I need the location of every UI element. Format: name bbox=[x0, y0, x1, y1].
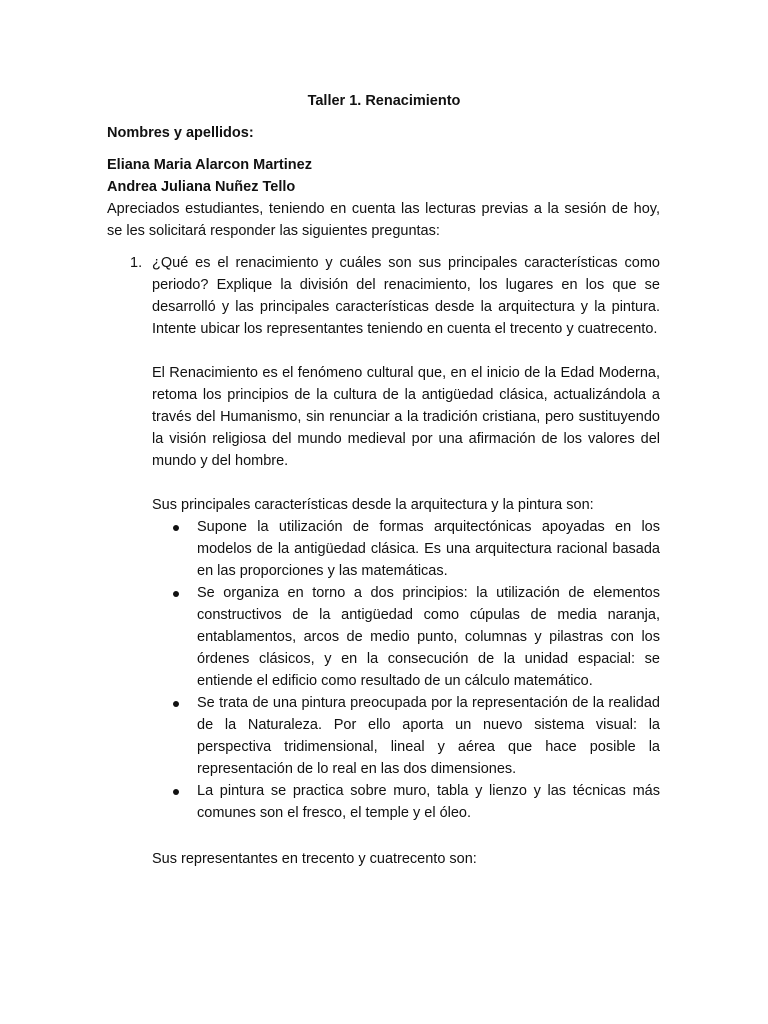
feature-text: Supone la utilización de formas arquitectónicas apoyadas en los modelos de la antigüedad clásica. Es una arquitectura racional basada en las proporciones y las matemáticas. bbox=[197, 519, 660, 579]
student-name-2: Andrea Juliana Nuñez Tello bbox=[107, 179, 296, 195]
list-item bbox=[152, 692, 660, 780]
features-intro: Sus principales características desde la arquitectura y la pintura son: bbox=[152, 497, 594, 513]
question-text: ¿Qué es el renacimiento y cuáles son sus principales características como periodo? Explique la división del renacimiento, los lugares en los que se desarrolló y las principales características desde la arquitectura y la pintura. Intente ubicar los representantes teniendo en cuenta el trecento y cuatrecento. bbox=[152, 255, 660, 337]
student-name-1: Eliana Maria Alarcon Martinez bbox=[107, 157, 312, 173]
answer-paragraph: El Renacimiento es el fenómeno cultural que, en el inicio de la Edad Moderna, retoma los principios de la cultura de la antigüedad clásica, actualizándola a través del Humanismo, sin renunciar a la tradición cristiana, pero sustituyendo la visión religiosa del mundo medieval por una afirmación de los valores del mundo y del hombre. bbox=[152, 365, 660, 469]
representatives-intro: Sus representantes en trecento y cuatrecento son: bbox=[152, 851, 477, 867]
intro-paragraph: Apreciados estudiantes, teniendo en cuenta las lecturas previas a la sesión de hoy, se les solicitará responder las siguientes preguntas: bbox=[107, 201, 660, 239]
bullet-icon bbox=[173, 525, 179, 531]
bullet-icon bbox=[173, 789, 179, 795]
feature-text: Se trata de una pintura preocupada por la representación de la realidad de la Naturaleza. Por ello aporta un nuevo sistema visual: la perspectiva tridimensional, lineal y aérea que hace posible la representación de lo real en las dos dimensiones. bbox=[197, 695, 660, 777]
list-item bbox=[152, 780, 660, 824]
list-item bbox=[152, 582, 660, 692]
names-heading: Nombres y apellidos: bbox=[107, 125, 254, 141]
bullet-icon bbox=[173, 701, 179, 707]
question-number: 1. bbox=[130, 255, 143, 271]
list-item bbox=[152, 516, 660, 582]
feature-text: Se organiza en torno a dos principios: la utilización de elementos constructivos de la antigüedad como cúpulas de media naranja, entablamentos, arcos de medio punto, columnas y pilastras con los órdenes clásicos, y en la consecución de la unidad espacial: se entiende el edificio como resultado de un cálculo matemático. bbox=[197, 585, 660, 689]
document-title: Taller 1. Renacimiento bbox=[307, 93, 461, 109]
bullet-icon bbox=[173, 591, 179, 597]
features-list bbox=[152, 516, 660, 824]
feature-text: La pintura se practica sobre muro, tabla y lienzo y las técnicas más comunes son el fresco, el temple y el óleo. bbox=[197, 783, 660, 821]
